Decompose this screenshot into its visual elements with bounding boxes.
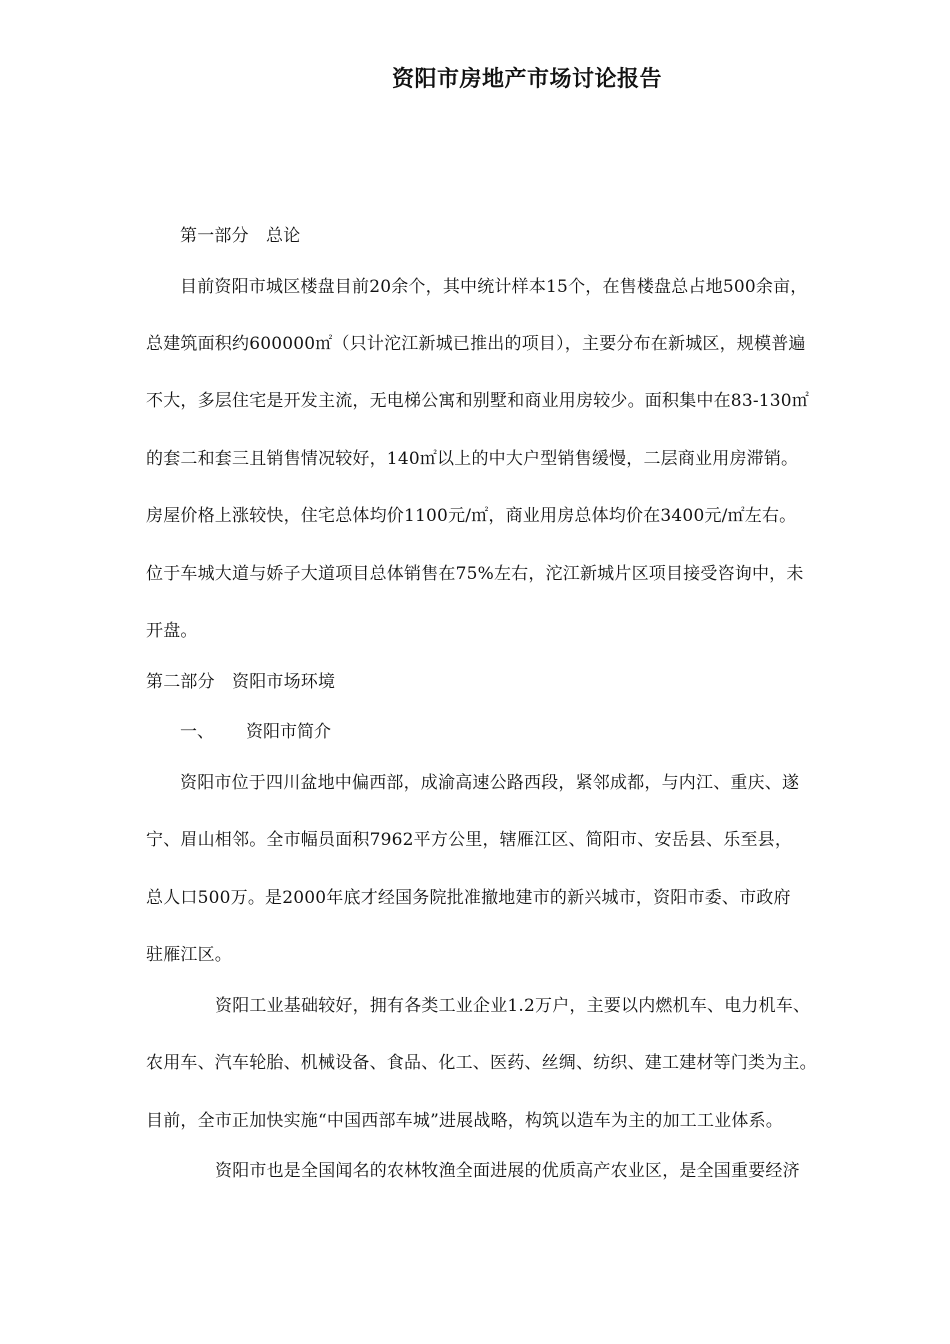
paragraph-line: 的套二和套三且销售情况较好，140㎡以上的中大户型销售缓慢，二层商业用房滞销。 [146,449,799,469]
paragraph-line: 房屋价格上涨较快，住宅总体均价1100元/㎡，商业用房总体均价在3400元/㎡左右。 [146,506,797,526]
paragraph-line: 总人口500万。是2000年底才经国务院批准撤地建市的新兴城市，资阳市委、市政府 [146,888,791,908]
section-title: 资阳市简介 [246,722,331,742]
paragraph-line: 位于车城大道与娇子大道项目总体销售在75%左右，沱江新城片区项目接受咨询中，未 [146,564,804,584]
part2-heading: 第二部分 资阳市场环境 [146,672,336,692]
section-heading [180,720,331,744]
paragraph-line: 资阳市位于四川盆地中偏西部，成渝高速公路西段，紧邻成都，与内江、重庆、遂 [180,773,800,793]
paragraph-line: 目前资阳市城区楼盘目前20余个，其中统计样本15个，在售楼盘总占地500余亩， [180,277,808,297]
paragraph-line: 驻雁江区。 [146,945,232,965]
paragraph-line: 宁、眉山相邻。全市幅员面积7962平方公里，辖雁江区、简阳市、安岳县、乐至县， [146,830,793,850]
part1-heading: 第一部分 总论 [180,226,301,246]
paragraph-line: 资阳工业基础较好，拥有各类工业企业1.2万户，主要以内燃机车、电力机车、 [215,996,811,1016]
section-number: 一、 [180,722,214,742]
paragraph-line: 总建筑面积约600000㎡（只计沱江新城已推出的项目），主要分布在新城区，规模普遍 [146,334,806,354]
paragraph-line: 农用车、汽车轮胎、机械设备、食品、化工、医药、丝绸、纺织、建工建材等门类为主。 [146,1053,817,1073]
paragraph-line: 不大，多层住宅是开发主流，无电梯公寓和别墅和商业用房较少。面积集中在83-130㎡ [146,391,810,411]
paragraph-line: 开盘。 [146,621,198,641]
document-title: 资阳市房地产市场讨论报告 [391,67,662,92]
paragraph-line: 目前，全市正加快实施“中国西部车城”进展战略，构筑以造车为主的加工工业体系。 [146,1111,783,1131]
paragraph-line: 资阳市也是全国闻名的农林牧渔全面进展的优质高产农业区，是全国重要经济 [215,1161,800,1181]
